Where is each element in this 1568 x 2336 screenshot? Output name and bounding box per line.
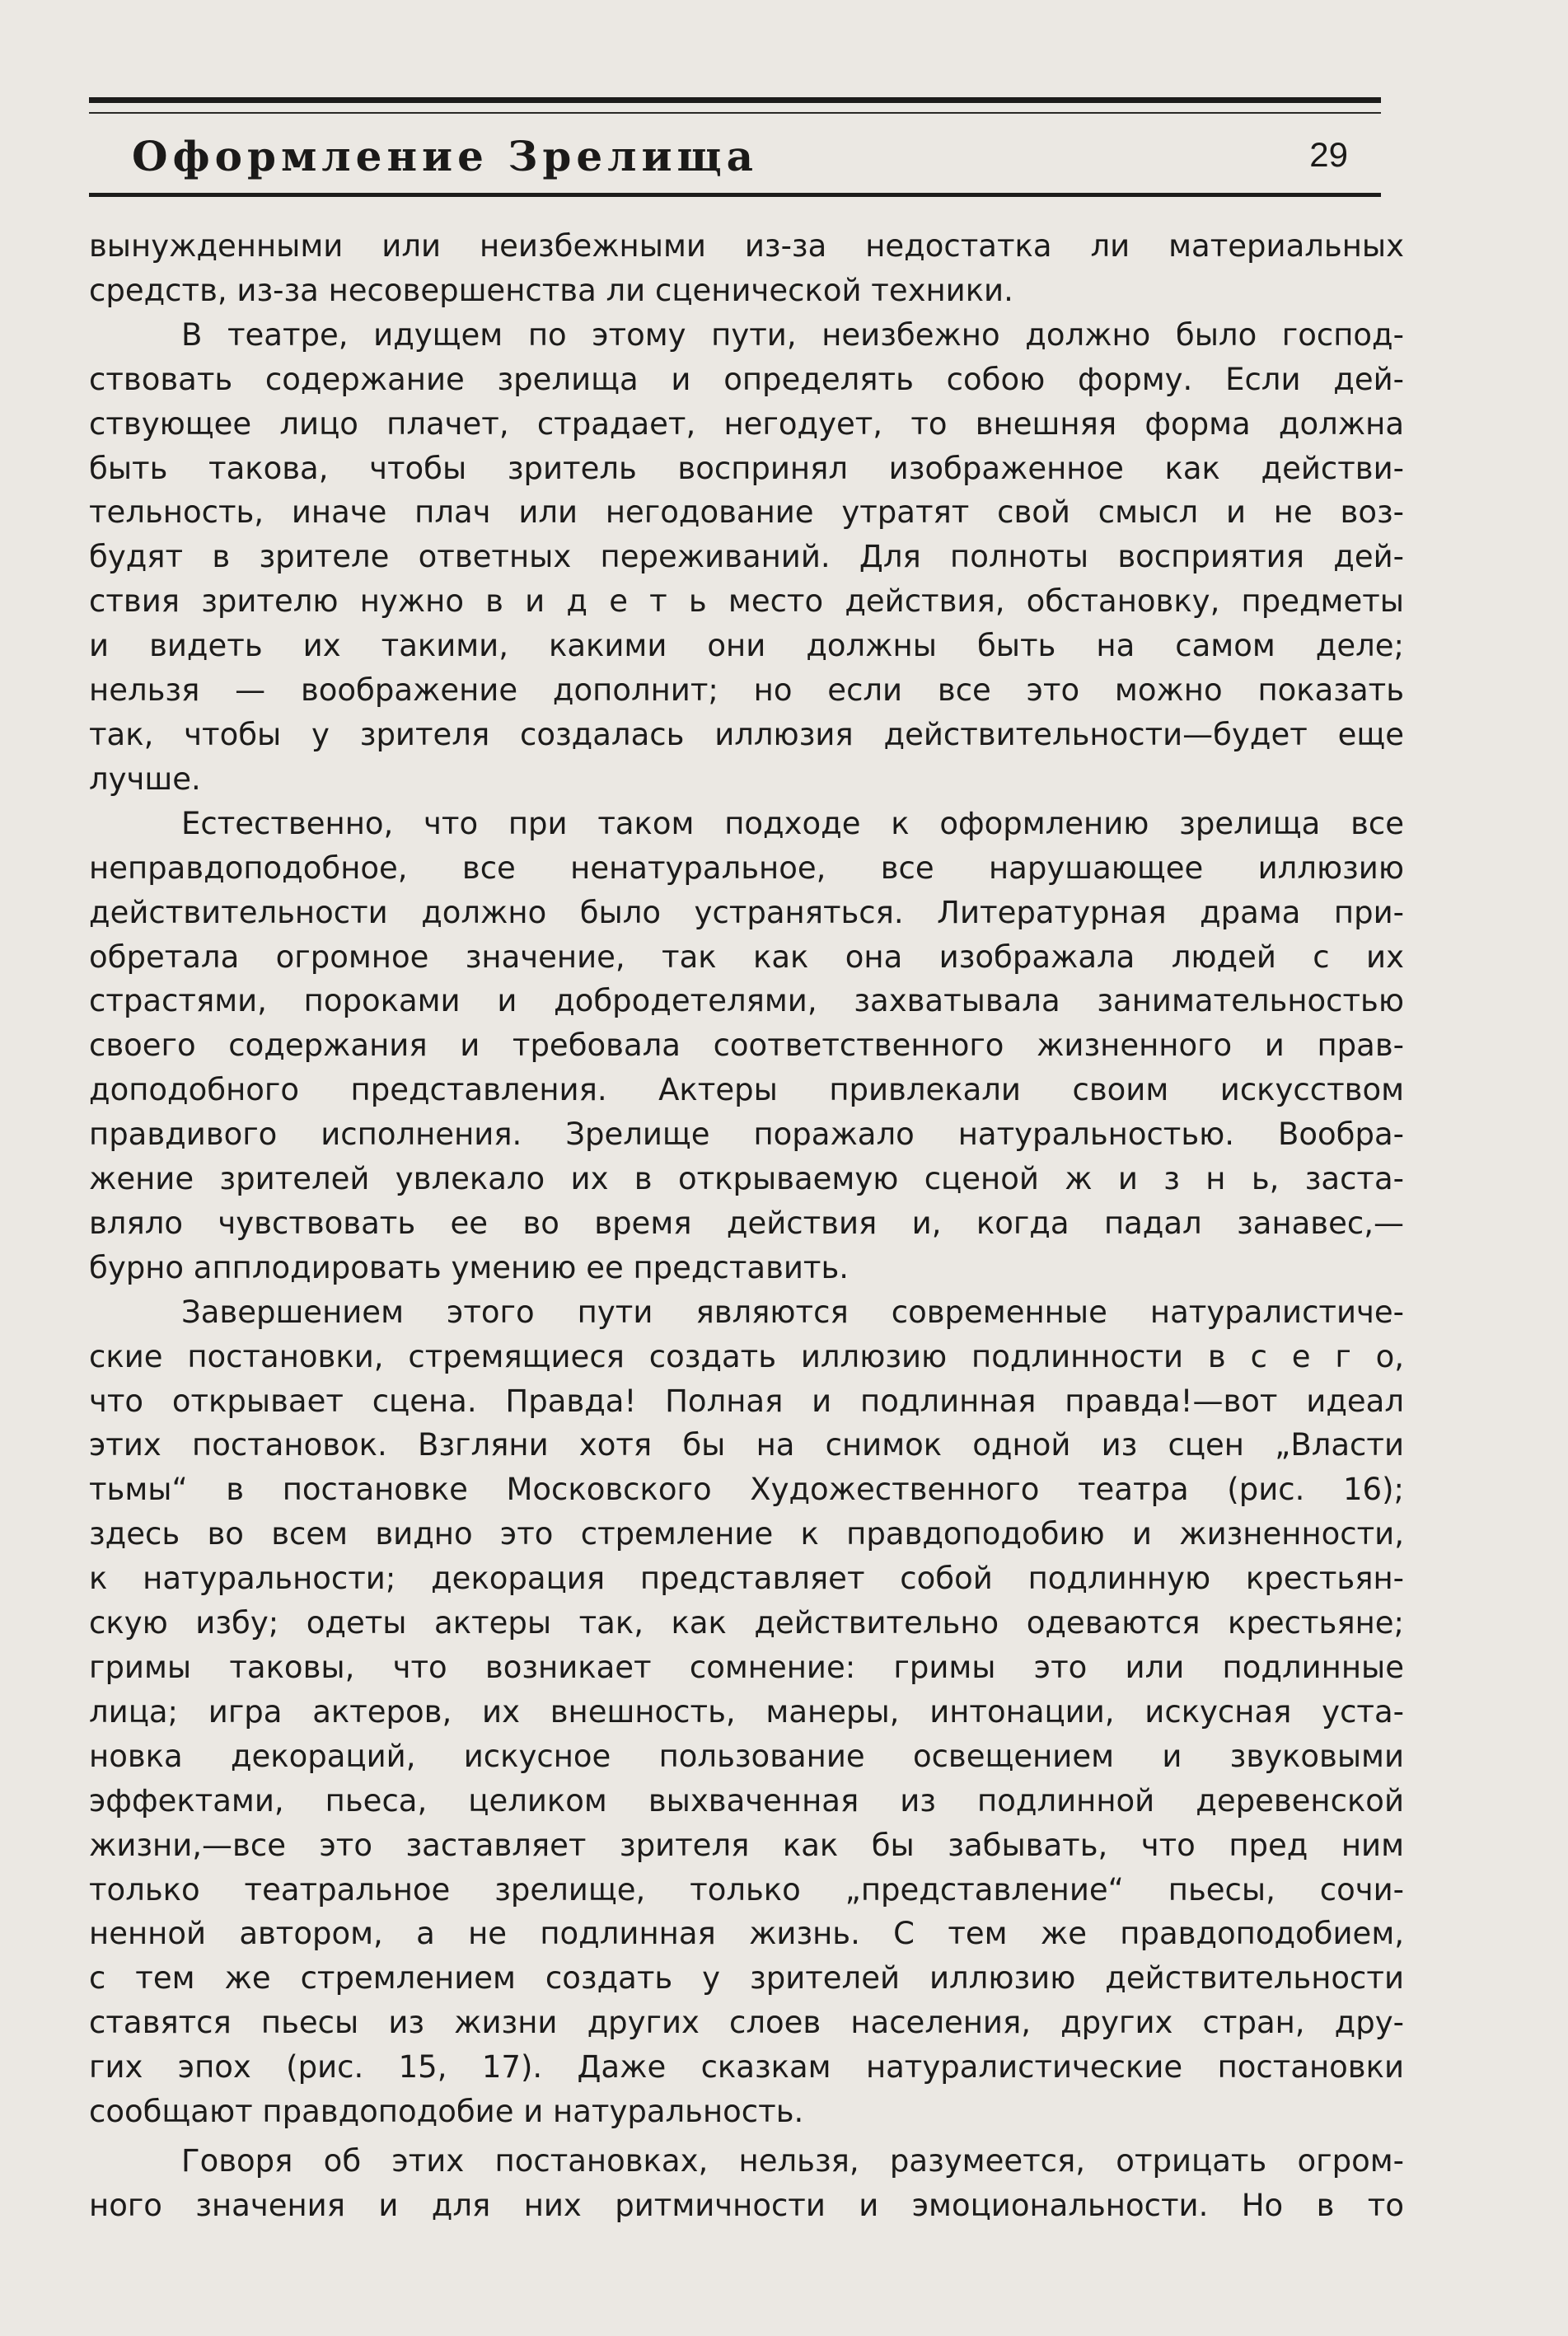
running-title: Оформление Зрелища [132,132,759,180]
text-line: новка декораций, искусное пользование освещением и звуковыми [89,1738,1404,1774]
header-rule-top-thin [89,112,1381,114]
text-line: жение зрителей увлекало их в открываемую сценой ж и з н ь, заста- [89,1161,1404,1197]
text-line: нельзя — воображение дополнит; но если все это можно показать [89,672,1404,709]
text-line: ствовать содержание зрелища и определять собою форму. Если дей- [89,361,1404,397]
text-line: быть такова, чтобы зритель воспринял изображенное как действи- [89,450,1404,486]
paragraph-1 [89,224,1404,313]
text-line: с тем же стремлением создать у зрителей иллюзию действительности [89,1960,1404,1997]
text-line: и видеть их такими, какими они должны быть на самом деле; [89,628,1404,664]
text-line: тельность, иначе плач или негодование утратят свой смысл и не воз- [89,494,1404,531]
text-line: бурно апплодировать умению ее представить. [89,1249,850,1285]
text-line: только театральное зрелище, только „представление“ пьесы, сочи- [89,1871,1404,1908]
text-line: ские постановки, стремящиеся создать иллюзию подлинности в с е г о, [89,1338,1404,1374]
text-line: Завершением этого пути являются современные натуралистиче- [181,1294,1404,1330]
text-line: В театре, идущем по этому пути, неизбежно должно было господ- [181,316,1404,353]
header-rule-top [89,97,1381,103]
text-line: доподобного представления. Актеры привлекали своим искусством [89,1072,1404,1108]
text-line: средств, из-за несовершенства ли сценической техники. [89,272,1013,308]
text-line: вынужденными или неизбежными из-за недостатка ли материальных [89,228,1404,264]
text-line: эффектами, пьеса, целиком выхваченная из подлинной деревенской [89,1782,1404,1819]
text-line: правдивого исполнения. Зрелище поражало натуральностью. Вообра- [89,1117,1404,1153]
text-line: к натуральности; декорация представляет собой подлинную крестьян- [89,1561,1404,1597]
text-line: вляло чувствовать ее во время действия и, когда падал занавес,— [89,1205,1404,1241]
text-line: тьмы“ в постановке Московского Художественного театра (рис. 16); [89,1472,1404,1508]
running-header [89,125,1381,191]
text-line: страстями, пороками и добродетелями, захватывала занимательностью [89,983,1404,1019]
page-number: 29 [1309,135,1348,174]
text-line: Естественно, что при таком подходе к оформлению зрелища все [181,805,1404,841]
paragraph-3 [89,802,1404,1290]
text-line: лица; игра актеров, их внешность, манеры, интонации, искусная уста- [89,1693,1404,1730]
header-rule-bottom [89,193,1381,197]
text-line: действительности должно было устраняться. Литературная драма при- [89,894,1404,930]
text-line: своего содержания и требовала соответственного жизненного и прав- [89,1028,1404,1064]
text-line: будят в зрителе ответных переживаний. Для полноты восприятия дей- [89,539,1404,575]
text-line: неправдоподобное, все ненатуральное, все нарушающее иллюзию [89,850,1404,886]
text-line: жизни,—все это заставляет зрителя как бы забывать, что пред ним [89,1827,1404,1863]
text-line: гримы таковы, что возникает сомнение: гримы это или подлинные [89,1650,1404,1685]
text-line: что открывает сцена. Правда! Полная и подлинная правда!—вот идеал [89,1383,1404,1419]
text-line: обретала огромное значение, так как она изображала людей с их [89,939,1404,975]
text-line: ненной автором, а не подлинная жизнь. С тем же правдоподобием, [89,1916,1404,1952]
paragraph-5 [89,2139,1404,2228]
body-text [89,224,1404,2228]
text-line: здесь во всем видно это стремление к правдоподобию и жизненности, [89,1516,1404,1552]
text-line: Говоря об этих постановках, нельзя, разумеется, отрицать огром- [181,2142,1404,2179]
text-line: гих эпох (рис. 15, 17). Даже сказкам натуралистические постановки [89,2049,1404,2086]
text-line: сообщают правдоподобие и натуральность. [89,2094,804,2130]
text-line: этих постановок. Взгляни хотя бы на снимок одной из сцен „Власти [89,1427,1404,1463]
text-line: ствующее лицо плачет, страдает, негодует, то внешняя форма должна [89,405,1404,442]
text-line: так, чтобы у зрителя создалась иллюзия действительности—будет еще [89,716,1404,752]
paragraph-4 [89,1290,1404,2134]
text-line: ствия зрителю нужно в и д е т ь место действия, обстановку, предметы [89,583,1404,620]
text-line: ставятся пьесы из жизни других слоев населения, других стран, дру- [89,2005,1404,2041]
text-line: скую избу; одеты актеры так, как действительно одеваются крестьяне; [89,1605,1404,1641]
text-line: ного значения и для них ритмичности и эмоциональности. Но в то [89,2187,1404,2223]
paragraph-2 [89,313,1404,802]
text-line: лучше. [89,761,201,797]
